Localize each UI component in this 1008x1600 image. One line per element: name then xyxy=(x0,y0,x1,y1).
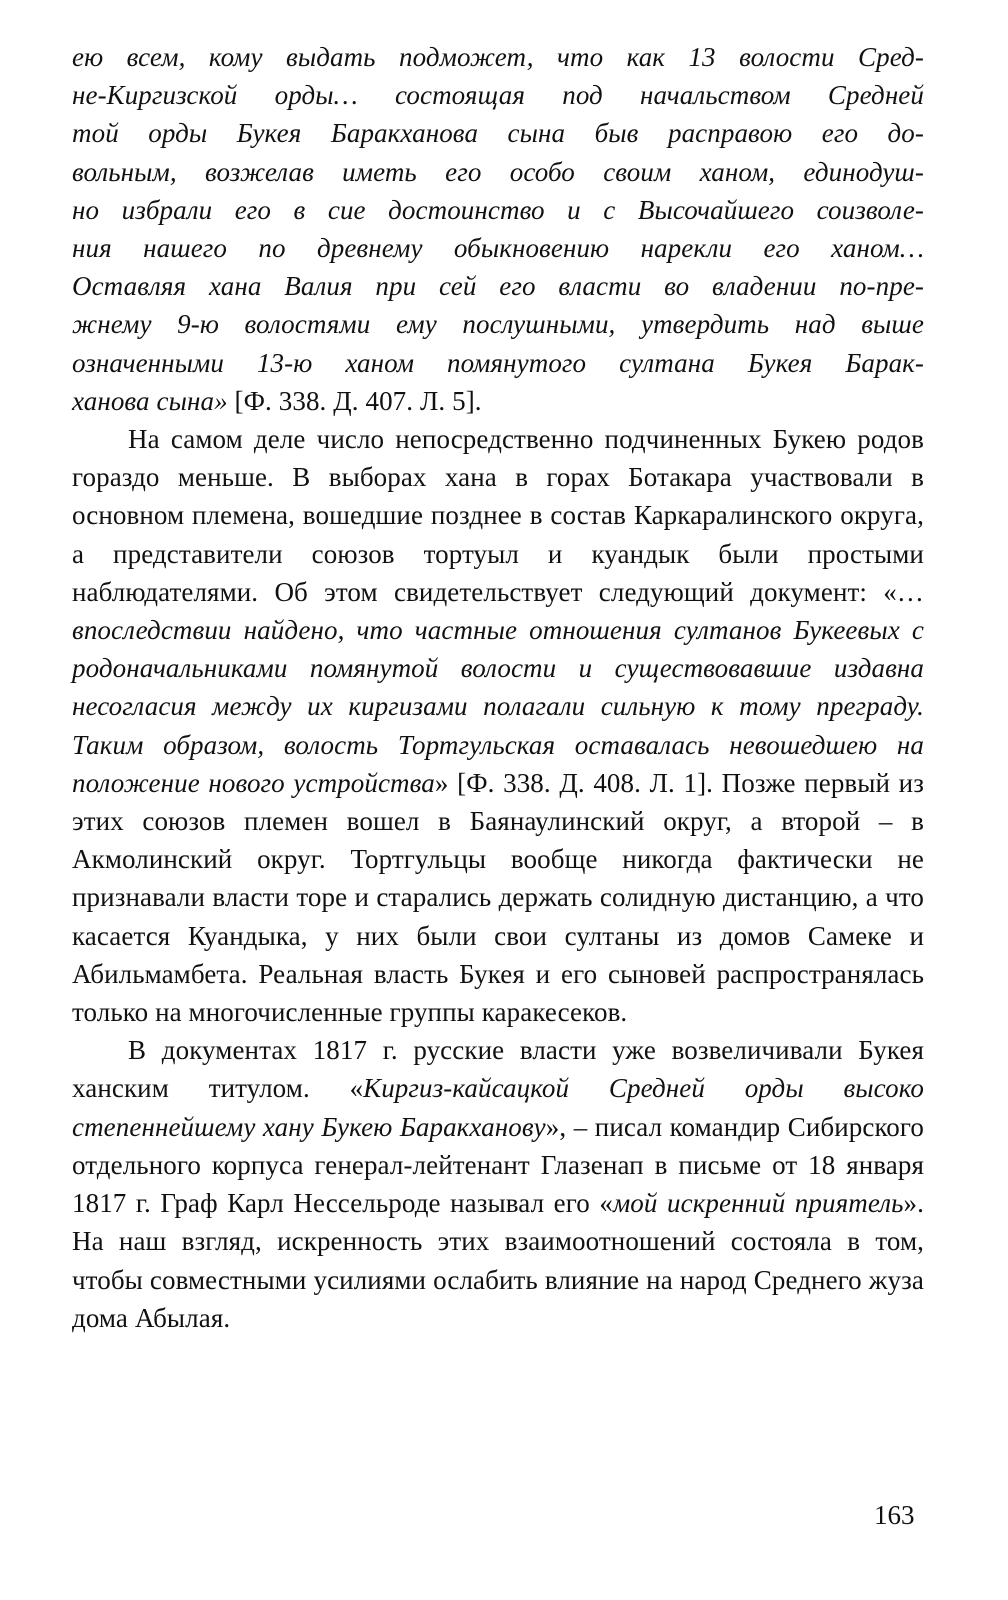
paragraph-3-text-a: В документах 1817 г. русские власти уже возвеличивали Букея ханским титулом. « xyxy=(72,1035,924,1104)
quote-line-last xyxy=(72,382,924,420)
page-number: 163 xyxy=(874,1500,915,1530)
paragraph-3-text-c: ». На наш взгляд, искренность этих взаимоотношений состояла в том, чтобы совместными усилиями ослабить влияние на народ Среднего жуза дома Абылая. xyxy=(72,1188,924,1333)
quote-end-text: ханова сына» xyxy=(72,385,228,416)
archive-reference: [Ф. 338. Д. 407. Л. 5]. xyxy=(227,385,482,416)
paragraph-3-quote-2: мой искренний приятель xyxy=(612,1188,904,1219)
quote-line: Оставляя хана Валия при сей его власти во владении по-пре- xyxy=(72,271,924,302)
paragraph-2-quote: впоследствии найдено, что частные отношения султанов Букеевых с родоначальниками помянутой волости и существовавшие издавна несогласия между их киргизами полагали сильную к тому преграду. Таким образом, волость Тортгульская оставалась невошедшею на положение нового устройства xyxy=(72,615,924,798)
paragraph-3 xyxy=(72,1031,924,1337)
quote-line: означенными 13-ю ханом помянутого султана Букея Барак- xyxy=(72,347,924,378)
quote-line: вольным, возжелав иметь его особо своим ханом, единодуш- xyxy=(72,156,924,187)
document-page xyxy=(72,38,924,1337)
quote-line: той орды Букея Баракханова сына быв расправою его до- xyxy=(72,118,924,149)
quote-line: жнему 9-ю волостями ему послушными, утвердить над выше xyxy=(72,309,924,340)
quote-line: не-Киргизской орды… состоящая под начальством Средней xyxy=(72,80,924,111)
paragraph-2-text-a: На самом деле число непосредственно подчиненных Букею родов гораздо меньше. В выборах хана в горах Ботакара участвовали в основном племена, вошедшие позднее в состав Каркаралинского округа, а представители союзов тортуыл и куандык были простыми наблюдателями. Об этом свидетельствует следующий документ: «… xyxy=(72,424,924,607)
quote-line: но избрали его в сие достоинство и с Высочайшего соизволе- xyxy=(72,194,924,225)
paragraph-3-text-b: », – писал командир Сибирского отдельного корпуса генерал-лейтенант Глазенап в письме от 18 января 1817 г. Граф Карл Нессельроде называл его « xyxy=(72,1111,924,1219)
paragraph-2-text-b: » [Ф. 338. Д. 408. Л. 1]. Позже первый из этих союзов племен вошел в Баянаулинский округ, а второй – в Акмолинский округ. Тортгульцы вообще никогда фактически не признавали власти торе и старались держать солидную дистанцию, а что касается Куандыка, у них были свои султаны из домов Самеке и Абильмамбета. Реальная власть Букея и его сыновей распространялась только на многочисленные группы каракесеков. xyxy=(72,767,924,1028)
quote-continuation xyxy=(72,38,924,420)
quote-line: ния нашего по древнему обыкновению нарекли его ханом… xyxy=(72,233,924,264)
paragraph-3-quote-1: Киргиз-кайсацкой Средней орды высоко степеннейшему хану Букею Баракханову xyxy=(72,1073,924,1142)
paragraph-2 xyxy=(72,420,924,1031)
quote-line: ею всем, кому выдать подможет, что как 13 волости Сред- xyxy=(72,42,924,72)
